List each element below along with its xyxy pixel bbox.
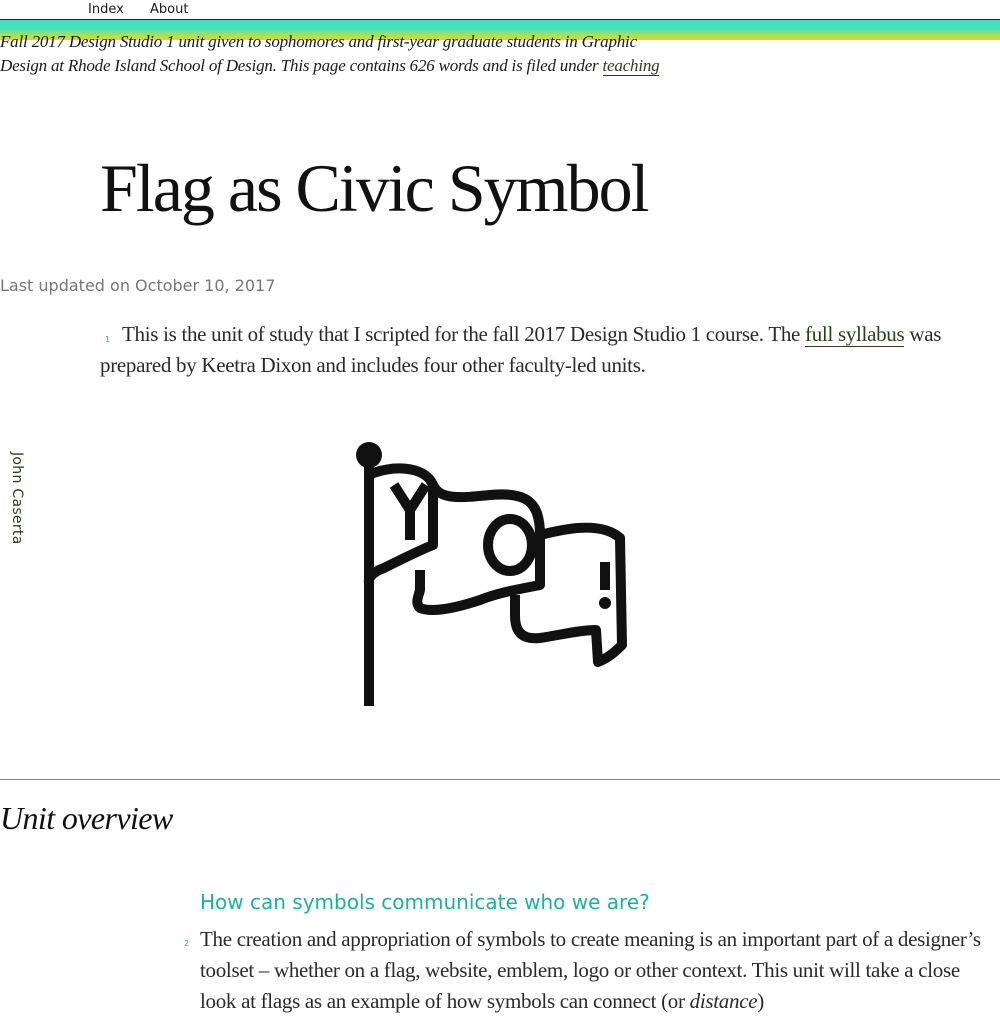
footnote-marker-2[interactable]: 2 <box>184 939 190 948</box>
para1-text-before: This is the unit of study that I scripted for the fall 2017 Design Studio 1 course. The <box>122 322 806 346</box>
nav-about-link[interactable]: About <box>150 2 189 17</box>
flag-icon <box>340 440 640 710</box>
guiding-question: How can symbols communicate who we are? <box>200 890 650 914</box>
para2-italic: distance <box>689 989 758 1013</box>
intro-paragraph <box>100 319 1000 381</box>
section-heading-unit-overview: Unit overview <box>0 800 173 836</box>
para2-text-after: ) <box>757 989 764 1013</box>
top-navigation <box>0 0 1000 20</box>
para1-text-after: was prepared by Keetra Dixon and includes four other faculty-led units. <box>100 322 942 377</box>
tag-link-teaching[interactable]: teaching <box>602 56 660 75</box>
intro-blurb <box>0 30 660 78</box>
page-title: Flag as Civic Symbol <box>100 150 648 226</box>
intro-text: Fall 2017 Design Studio 1 unit given to sophomores and first-year graduate students in Graphic Design at Rhode Island School of Design. This page contains 626 words and is filed under <box>0 32 637 75</box>
last-updated: Last updated on October 10, 2017 <box>0 276 276 295</box>
footnote-marker-1[interactable]: 1 <box>105 335 111 344</box>
overview-paragraph <box>200 924 1000 1017</box>
section-divider <box>0 779 1000 780</box>
author-name[interactable]: John Caserta <box>9 452 25 545</box>
para2-text-before: The creation and appropriation of symbols to create meaning is an important part of a designer’s toolset – whether on a flag, website, emblem, logo or other context. This unit will take a close look at flags as an example of how symbols can connect (or <box>200 927 981 1013</box>
full-syllabus-link[interactable]: full syllabus <box>805 322 905 346</box>
nav-index-link[interactable]: Index <box>88 2 124 17</box>
